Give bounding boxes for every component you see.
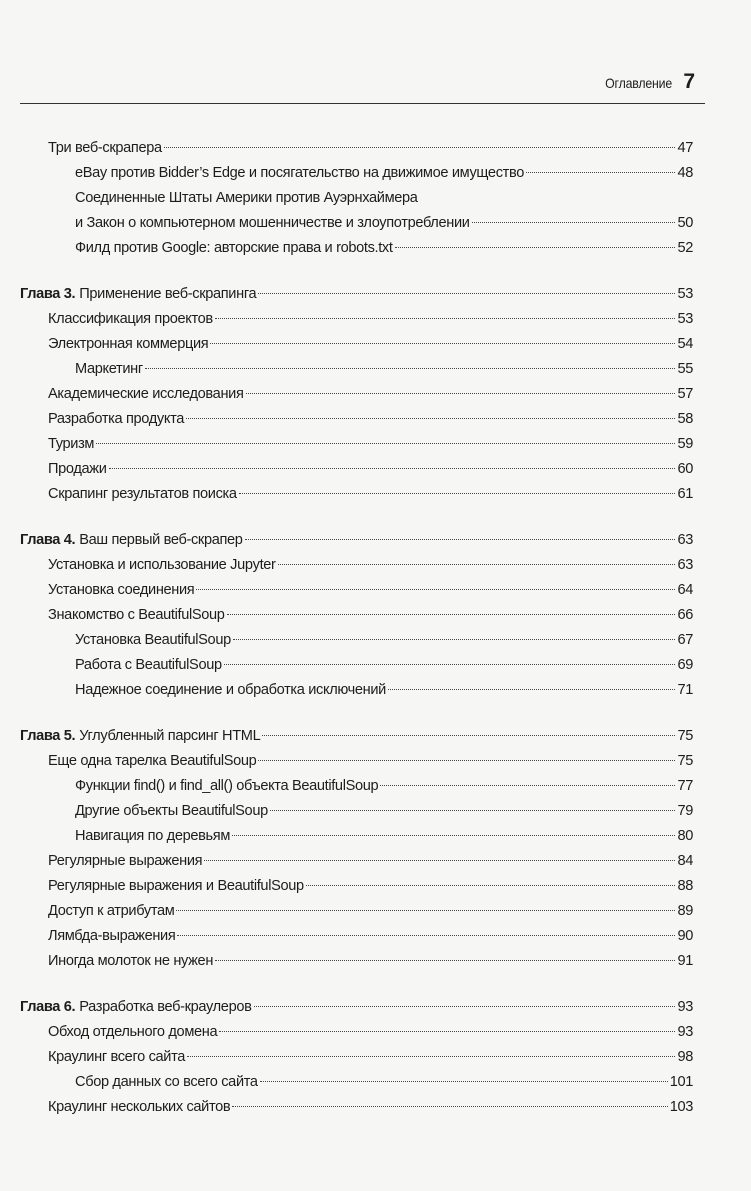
toc-chapter-entry[interactable] — [20, 724, 693, 749]
table-of-contents — [20, 136, 693, 1141]
entry-title: Краулинг всего сайта — [48, 1049, 186, 1065]
dot-leader — [215, 318, 676, 319]
entry-title: Установка соединения — [48, 582, 195, 598]
entry-title: Регулярные выражения и BeautifulSoup — [48, 878, 304, 894]
chapter-number: Глава 4. — [20, 532, 76, 548]
chapter-number: Глава 3. — [20, 286, 76, 302]
entry-title: Разработка продукта — [48, 411, 185, 427]
entry-page-number: 84 — [677, 853, 693, 869]
toc-entry[interactable] — [20, 236, 693, 261]
toc-entry[interactable] — [20, 824, 693, 849]
entry-page-number: 91 — [677, 953, 693, 969]
entry-page-number: 64 — [677, 582, 693, 598]
entry-page-number: 90 — [677, 928, 693, 944]
entry-page-number: 50 — [677, 215, 693, 231]
entry-page-number: 93 — [677, 999, 693, 1015]
entry-title: eBay против Bidder’s Edge и посягательство на движимое имущество — [75, 165, 524, 181]
entry-page-number: 48 — [677, 165, 693, 181]
entry-page-number: 52 — [677, 240, 693, 256]
entry-title: Сбор данных со всего сайта — [75, 1074, 258, 1090]
dot-leader — [176, 910, 675, 911]
entry-page-number: 101 — [669, 1074, 693, 1090]
entry-page-number: 61 — [677, 486, 693, 502]
entry-title: Еще одна тарелка BeautifulSoup — [48, 753, 257, 769]
dot-leader — [388, 689, 675, 690]
toc-entry[interactable] — [20, 186, 693, 211]
dot-leader — [215, 960, 675, 961]
toc-entry[interactable] — [20, 307, 693, 332]
entry-page-number: 55 — [677, 361, 693, 377]
entry-title: Применение веб-скрапинга — [79, 286, 257, 302]
entry-title: Доступ к атрибутам — [48, 903, 175, 919]
toc-entry[interactable] — [20, 382, 693, 407]
entry-title: Функции find() и find_all() объекта BeautifulSoup — [75, 778, 379, 794]
entry-title: Установка и использование Jupyter — [48, 557, 276, 573]
entry-page-number: 98 — [677, 1049, 693, 1065]
entry-page-number: 57 — [677, 386, 693, 402]
entry-title: Знакомство с BeautifulSoup — [48, 607, 225, 623]
entry-title: Надежное соединение и обработка исключений — [75, 682, 386, 698]
toc-chapter-group — [20, 995, 693, 1120]
toc-entry[interactable] — [20, 332, 693, 357]
toc-entry[interactable] — [20, 653, 693, 678]
entry-page-number: 88 — [677, 878, 693, 894]
entry-page-number: 58 — [677, 411, 693, 427]
dot-leader — [224, 664, 676, 665]
entry-title: Три веб-скрапера — [48, 140, 162, 156]
dot-leader — [262, 735, 675, 736]
toc-entry[interactable] — [20, 1070, 693, 1095]
entry-title: Академические исследования — [48, 386, 244, 402]
entry-title: Углубленный парсинг HTML — [79, 728, 261, 744]
toc-entry[interactable] — [20, 603, 693, 628]
entry-page-number: 63 — [677, 532, 693, 548]
toc-chapter-group — [20, 528, 693, 703]
dot-leader — [96, 443, 675, 444]
toc-entry[interactable] — [20, 874, 693, 899]
toc-entry[interactable] — [20, 1095, 693, 1120]
dot-leader — [260, 1081, 668, 1082]
dot-leader — [145, 368, 676, 369]
toc-entry[interactable] — [20, 407, 693, 432]
dot-leader — [258, 760, 675, 761]
dot-leader — [164, 147, 676, 148]
toc-chapter-group — [20, 724, 693, 974]
toc-entry[interactable] — [20, 749, 693, 774]
entry-page-number: 75 — [677, 753, 693, 769]
entry-title: Маркетинг — [75, 361, 143, 377]
entry-title: Туризм — [48, 436, 95, 452]
entry-title: Другие объекты BeautifulSoup — [75, 803, 268, 819]
entry-page-number: 93 — [677, 1024, 693, 1040]
entry-page-number: 66 — [677, 607, 693, 623]
entry-page-number: 80 — [677, 828, 693, 844]
dot-leader — [186, 418, 675, 419]
entry-page-number: 77 — [677, 778, 693, 794]
entry-title: Навигация по деревьям — [75, 828, 231, 844]
toc-entry[interactable] — [20, 553, 693, 578]
entry-page-number: 63 — [677, 557, 693, 573]
dot-leader — [204, 860, 675, 861]
dot-leader — [232, 1106, 667, 1107]
dot-leader — [210, 343, 675, 344]
dot-leader — [526, 172, 675, 173]
entry-title: Иногда молоток не нужен — [48, 953, 214, 969]
entry-page-number: 47 — [677, 140, 693, 156]
dot-leader — [233, 639, 676, 640]
toc-entry[interactable] — [20, 1020, 693, 1045]
toc-entry[interactable] — [20, 774, 693, 799]
entry-page-number: 54 — [677, 336, 693, 352]
entry-page-number: 75 — [677, 728, 693, 744]
toc-entry[interactable] — [20, 849, 693, 874]
entry-title: Электронная коммерция — [48, 336, 209, 352]
header-title: Оглавление — [605, 75, 672, 91]
entry-title: Обход отдельного домена — [48, 1024, 218, 1040]
toc-entry[interactable] — [20, 357, 693, 382]
toc-entry[interactable] — [20, 924, 693, 949]
dot-leader — [196, 589, 675, 590]
dot-leader — [278, 564, 676, 565]
dot-leader — [306, 885, 676, 886]
entry-title: Скрапинг результатов поиска — [48, 486, 237, 502]
entry-title: Краулинг нескольких сайтов — [48, 1099, 231, 1115]
dot-leader — [177, 935, 675, 936]
entry-title: Филд против Google: авторские права и robots.txt — [75, 240, 393, 256]
dot-leader — [254, 1006, 676, 1007]
toc-entry[interactable] — [20, 678, 693, 703]
toc-chapter-group — [20, 136, 693, 261]
toc-entry[interactable] — [20, 628, 693, 653]
dot-leader — [270, 810, 676, 811]
entry-page-number: 53 — [677, 286, 693, 302]
dot-leader — [232, 835, 675, 836]
dot-leader — [109, 468, 676, 469]
entry-title: Классификация проектов — [48, 311, 213, 327]
page-number: 7 — [683, 70, 695, 93]
dot-leader — [246, 393, 676, 394]
toc-entry[interactable] — [20, 136, 693, 161]
dot-leader — [472, 222, 676, 223]
running-header — [20, 70, 705, 104]
dot-leader — [187, 1056, 675, 1057]
dot-leader — [245, 539, 676, 540]
dot-leader — [395, 247, 676, 248]
toc-entry[interactable] — [20, 578, 693, 603]
entry-page-number: 59 — [677, 436, 693, 452]
entry-title: Регулярные выражения — [48, 853, 203, 869]
entry-page-number: 53 — [677, 311, 693, 327]
entry-page-number: 79 — [677, 803, 693, 819]
toc-chapter-entry[interactable] — [20, 528, 693, 553]
entry-page-number: 103 — [669, 1099, 693, 1115]
entry-title: Разработка веб-краулеров — [79, 999, 252, 1015]
entry-title: Работа с BeautifulSoup — [75, 657, 222, 673]
dot-leader — [258, 293, 675, 294]
entry-page-number: 69 — [677, 657, 693, 673]
toc-chapter-entry[interactable] — [20, 995, 693, 1020]
entry-page-number: 71 — [677, 682, 693, 698]
toc-entry[interactable] — [20, 432, 693, 457]
dot-leader — [380, 785, 675, 786]
chapter-number: Глава 6. — [20, 999, 76, 1015]
toc-entry[interactable] — [20, 457, 693, 482]
entry-page-number: 60 — [677, 461, 693, 477]
toc-entry[interactable] — [20, 949, 693, 974]
toc-entry[interactable] — [20, 1045, 693, 1070]
entry-title: Продажи — [48, 461, 107, 477]
toc-entry[interactable] — [20, 211, 693, 236]
toc-entry[interactable] — [20, 482, 693, 507]
entry-title: и Закон о компьютерном мошенничестве и злоупотреблении — [75, 215, 470, 231]
toc-chapter-entry[interactable] — [20, 282, 693, 307]
entry-title: Установка BeautifulSoup — [75, 632, 231, 648]
toc-chapter-group — [20, 282, 693, 507]
dot-leader — [219, 1031, 675, 1032]
dot-leader — [239, 493, 676, 494]
entry-title: Ваш первый веб-скрапер — [79, 532, 243, 548]
entry-title: Лямбда-выражения — [48, 928, 176, 944]
toc-entry[interactable] — [20, 799, 693, 824]
chapter-number: Глава 5. — [20, 728, 76, 744]
entry-page-number: 89 — [677, 903, 693, 919]
dot-leader — [227, 614, 676, 615]
toc-entry[interactable] — [20, 899, 693, 924]
toc-entry[interactable] — [20, 161, 693, 186]
entry-page-number: 67 — [677, 632, 693, 648]
entry-title: Соединенные Штаты Америки против Ауэрнхаймера — [75, 190, 418, 206]
